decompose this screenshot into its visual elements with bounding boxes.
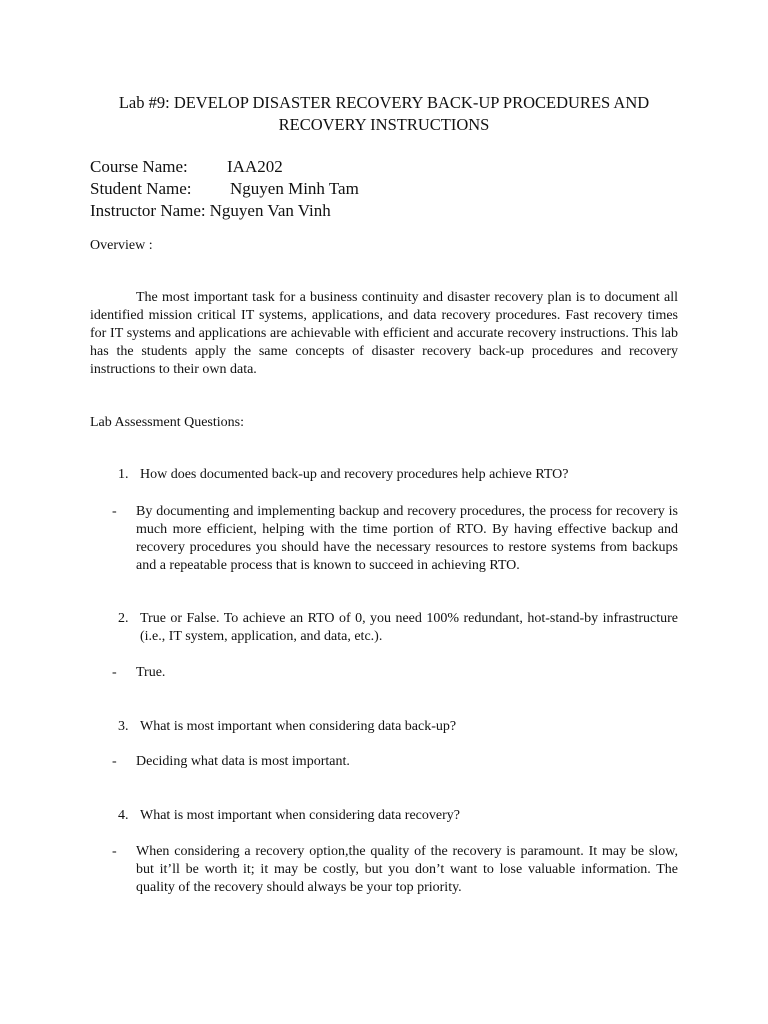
- instructor-row: [90, 200, 359, 222]
- student-row: [90, 178, 359, 200]
- answer-dash: -: [112, 504, 117, 519]
- document-title: Lab #9: DEVELOP DISASTER RECOVERY BACK-UP PROCEDURES AND RECOVERY INSTRUCTIONS: [118, 93, 650, 134]
- overview-heading: Overview :: [90, 238, 153, 253]
- question-3: [118, 718, 678, 736]
- question-number: 1.: [118, 467, 129, 482]
- answer-1: [112, 503, 678, 575]
- overview-paragraph: The most important task for a business continuity and disaster recovery plan is to document all identified mission critical IT systems, applications, and data recovery procedures. Fast recovery times for IT systems and applications are achievable with efficient and accurate recovery instructions. This lab has the students apply the same concepts of disaster recovery back-up procedures and recovery instructions to their own data.: [90, 290, 678, 377]
- question-text: What is most important when considering data recovery?: [140, 808, 460, 823]
- answer-dash: -: [112, 754, 117, 769]
- question-number: 2.: [118, 611, 129, 626]
- questions-heading: Lab Assessment Questions:: [90, 415, 244, 430]
- document-meta: [90, 156, 359, 222]
- answer-text: True.: [136, 665, 166, 680]
- answer-text: By documenting and implementing backup and recovery procedures, the process for recovery is much more efficient, helping with the time portion of RTO. By having effective backup and recovery procedures you should have the necessary resources to restore systems from backups and a repeatable process that is known to succeed in achieving RTO.: [136, 504, 678, 573]
- answer-2: [112, 664, 678, 682]
- question-2: [118, 610, 678, 646]
- question-4: [118, 807, 678, 825]
- question-text: True or False. To achieve an RTO of 0, you need 100% redundant, hot-stand-by infrastructure (i.e., IT system, application, and data, etc.).: [140, 611, 678, 644]
- question-number: 4.: [118, 808, 129, 823]
- question-text: How does documented back-up and recovery procedures help achieve RTO?: [140, 467, 569, 482]
- answer-text: When considering a recovery option,the quality of the recovery is paramount. It may be slow, but it’ll be worth it; it may be costly, but you don’t want to lose valuable information. The quality of the recovery should always be your top priority.: [136, 844, 678, 895]
- student-value: Nguyen Minh Tam: [230, 179, 359, 198]
- answer-dash: -: [112, 844, 117, 859]
- answer-3: [112, 753, 678, 771]
- course-value: IAA202: [227, 157, 283, 176]
- question-number: 3.: [118, 719, 129, 734]
- student-label: Student Name:: [90, 179, 192, 198]
- course-label: Course Name:: [90, 157, 188, 176]
- instructor-value: Nguyen Van Vinh: [209, 201, 331, 220]
- question-text: What is most important when considering data back-up?: [140, 719, 457, 734]
- answer-4: [112, 843, 678, 897]
- answer-text: Deciding what data is most important.: [136, 754, 350, 769]
- answer-dash: -: [112, 665, 117, 680]
- course-row: [90, 156, 359, 178]
- question-1: [118, 466, 678, 484]
- instructor-label: Instructor Name:: [90, 201, 206, 220]
